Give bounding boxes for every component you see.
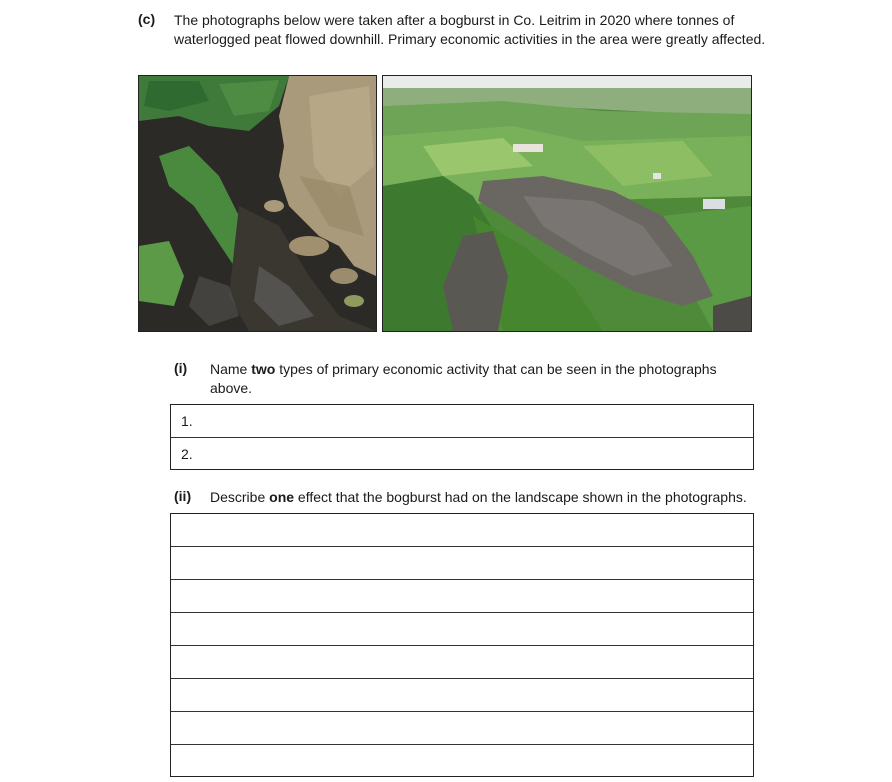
part-i-question: Name two types of primary economic activity that can be seen in the photographs above. [210,361,717,396]
answer-line[interactable] [171,712,753,745]
answer-row-2[interactable] [171,438,753,471]
aerial-flooded-valley-photo [382,75,752,332]
row-number: 1. [181,413,193,429]
answer-line[interactable] [171,613,753,646]
answer-line[interactable] [171,514,753,547]
answer-line[interactable] [171,547,753,580]
answer-line[interactable] [171,580,753,613]
answer-line[interactable] [171,745,753,778]
question-c-text: The photographs below were taken after a bogburst in Co. Leitrim in 2020 where tonnes of waterlogged peat flowed downhill. Primary economic activities in the area were greatly affected. [174,12,766,47]
part-i-label: (i) [174,360,188,376]
question-c-label: (c) [138,11,156,27]
answer-row-1[interactable] [171,405,753,438]
part-i-answer-table [170,404,754,470]
part-ii-question: Describe one effect that the bogburst had on the landscape shown in the photographs. [210,489,747,505]
part-ii-answer-box [170,513,754,777]
answer-line[interactable] [171,646,753,679]
answer-line[interactable] [171,679,753,712]
aerial-peat-bog-photo [138,75,377,332]
row-number: 2. [181,445,193,462]
part-ii-label: (ii) [174,488,192,504]
